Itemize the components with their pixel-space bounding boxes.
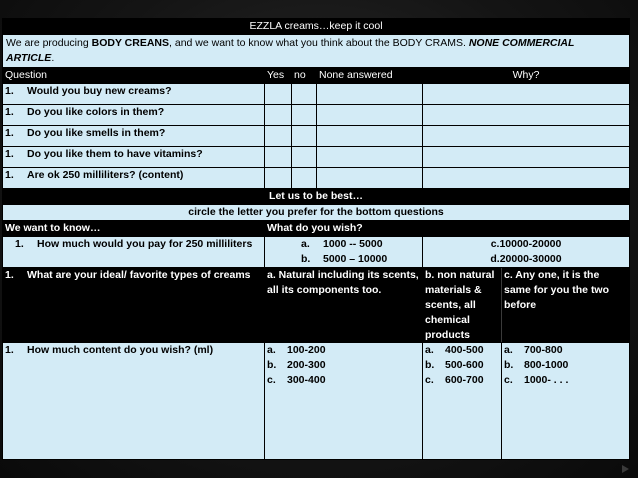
question-row [3, 105, 630, 126]
question-number: 1. [5, 169, 14, 181]
question-text [3, 168, 265, 189]
question-label: How much would you pay for 250 milliliters [37, 238, 253, 250]
option-value: 600-700 [445, 374, 484, 386]
answer-no-cell[interactable] [292, 84, 317, 105]
ideal-options-bc [423, 268, 630, 343]
ideal-option-b-text[interactable]: b. non natural materials & scents, all chemical products [423, 268, 502, 342]
question-text [3, 84, 265, 105]
option-value: 1000- . . . [524, 374, 569, 386]
next-arrow-icon [620, 464, 630, 474]
ideal-option-c-text[interactable]: c. Any one, it is the same for you the two before [504, 269, 610, 311]
option-letter[interactable]: a. [301, 238, 310, 250]
question-text [3, 105, 265, 126]
header-yes: Yes [265, 68, 292, 84]
option-value: 200-300 [287, 359, 326, 371]
option-letter[interactable]: b. [425, 359, 435, 371]
banner-instruction: circle the letter you prefer for the bottom questions [3, 205, 630, 221]
answer-yes-cell[interactable] [265, 105, 292, 126]
option-letter[interactable]: a. [504, 344, 513, 356]
survey-table [2, 18, 630, 460]
question-row [3, 84, 630, 105]
option-value: 300-400 [287, 374, 326, 386]
question-label: How much content do you wish? (ml) [27, 344, 214, 356]
price-options-cd [423, 237, 630, 268]
content-options-col1 [265, 343, 423, 460]
question-label: Do you like colors in them? [27, 106, 165, 118]
option-letter[interactable]: c. [425, 374, 434, 386]
intro-bold-article: ARTICLE [6, 52, 52, 64]
header-why: Why? [423, 68, 630, 84]
question-row [3, 126, 630, 147]
option-value: 100-200 [287, 344, 326, 356]
answer-no-cell[interactable] [292, 168, 317, 189]
option-letter[interactable]: b. [267, 359, 277, 371]
answer-no-cell[interactable] [292, 147, 317, 168]
question-label: Do you like them to have vitamins? [27, 148, 203, 160]
question-number: 1. [5, 127, 14, 139]
question-number: 1. [5, 85, 14, 97]
intro-part: We are producing [6, 37, 92, 49]
answer-why-cell[interactable] [423, 168, 630, 189]
intro-bold-none-commercial: NONE COMMERCIAL [468, 37, 575, 49]
header-none: None answered [317, 68, 423, 84]
ideal-option-a[interactable]: a. Natural including its scents, all its components too. [265, 268, 423, 343]
banner-best: Let us to be best… [3, 189, 630, 205]
content-question [3, 343, 265, 460]
answer-yes-cell[interactable] [265, 168, 292, 189]
price-options-ab [265, 237, 423, 268]
option-letter[interactable]: a. [267, 344, 276, 356]
question-number: 1. [5, 148, 14, 160]
instruction-row [3, 205, 630, 221]
banner-row [3, 189, 630, 205]
price-question [3, 237, 265, 268]
survey-title: EZZLA creams…keep it cool [3, 19, 630, 35]
question-label: Do you like smells in them? [27, 127, 166, 139]
option-letter[interactable]: b. [301, 253, 311, 265]
answer-why-cell[interactable] [423, 84, 630, 105]
answer-yes-cell[interactable] [265, 147, 292, 168]
question-label: What are your ideal/ favorite types of creams [27, 269, 251, 281]
answer-why-cell[interactable] [423, 147, 630, 168]
option-letter[interactable]: c. [504, 374, 513, 386]
price-row [3, 237, 630, 268]
content-options-col3 [502, 343, 629, 459]
question-row [3, 168, 630, 189]
answer-yes-cell[interactable] [265, 126, 292, 147]
option-letter[interactable]: a. [425, 344, 434, 356]
ideal-question [3, 268, 265, 343]
question-number: 1. [5, 344, 14, 356]
want-header-left: We want to know… [3, 221, 265, 237]
question-row [3, 147, 630, 168]
answer-none-cell[interactable] [317, 105, 423, 126]
option-value: 5000 – 10000 [323, 253, 388, 265]
option-letter[interactable]: b. [504, 359, 514, 371]
question-label: Would you buy new creams? [27, 85, 172, 97]
question-text [3, 126, 265, 147]
want-header-right: What do you wish? [265, 221, 630, 237]
intro-period: . [51, 52, 55, 64]
answer-why-cell[interactable] [423, 105, 630, 126]
content-options-col23 [423, 343, 630, 460]
header-no: no [292, 68, 317, 84]
answer-yes-cell[interactable] [265, 84, 292, 105]
option-letter[interactable]: c. [267, 374, 276, 386]
header-question: Question [3, 68, 265, 84]
question-text [3, 147, 265, 168]
answer-none-cell[interactable] [317, 168, 423, 189]
question-number: 1. [5, 106, 14, 118]
intro-row [3, 35, 630, 68]
title-row [3, 19, 630, 35]
intro-text [3, 35, 630, 68]
answer-none-cell[interactable] [317, 147, 423, 168]
content-options-col2 [423, 343, 502, 459]
answer-none-cell[interactable] [317, 84, 423, 105]
intro-part: , and we want to know what you think about the BODY CRAMS. [169, 37, 469, 49]
want-header-row [3, 221, 630, 237]
option-value: 700-800 [524, 344, 563, 356]
question-number: 1. [15, 238, 24, 250]
answer-no-cell[interactable] [292, 126, 317, 147]
intro-bold-product: BODY CREANS [91, 37, 170, 49]
ideal-row [3, 268, 630, 343]
answer-none-cell[interactable] [317, 126, 423, 147]
option-value: 500-600 [445, 359, 484, 371]
header-row [3, 68, 630, 84]
option-value: 400-500 [445, 344, 484, 356]
answer-why-cell[interactable] [423, 126, 630, 147]
question-number: 1. [5, 269, 14, 281]
option-c[interactable]: c.10000-20000 [490, 238, 562, 250]
question-label: Are ok 250 milliliters? (content) [27, 169, 184, 181]
answer-no-cell[interactable] [292, 105, 317, 126]
option-value: 1000 -- 5000 [323, 238, 383, 250]
option-d[interactable]: d.20000-30000 [490, 253, 562, 265]
content-row [3, 343, 630, 460]
option-value: 800-1000 [524, 359, 569, 371]
